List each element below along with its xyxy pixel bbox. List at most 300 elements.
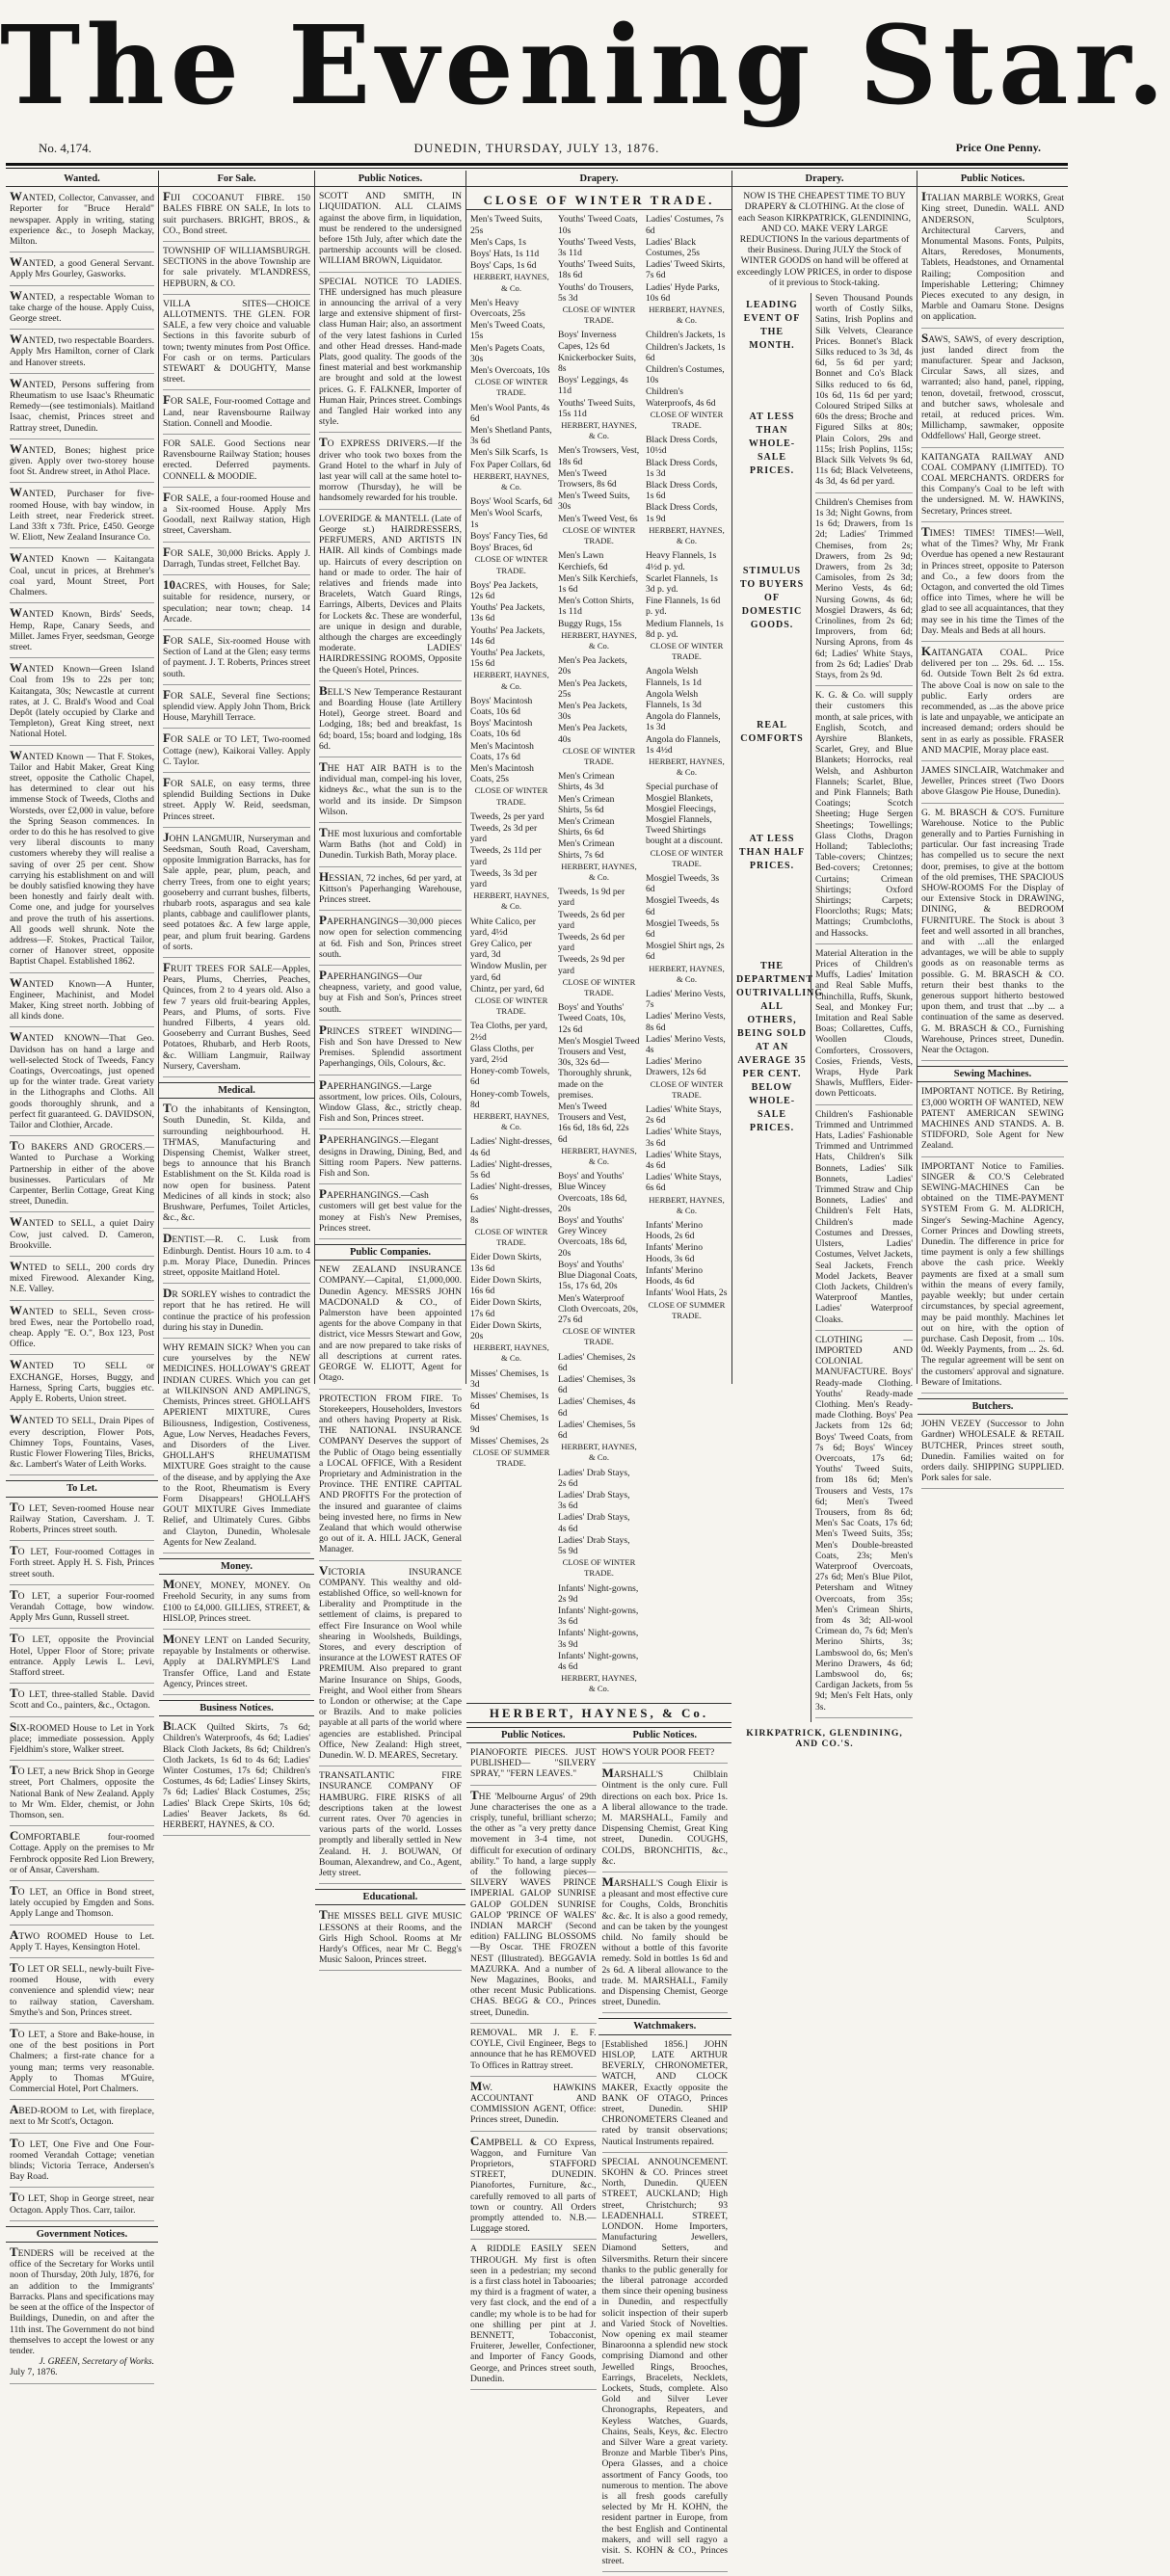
ad-initial: W — [10, 1214, 22, 1230]
ad-separator — [163, 434, 310, 435]
price-line: Ladies' Merino Vests, 8s 6d — [646, 1011, 726, 1033]
section-heading: Sewing Machines. — [917, 1066, 1068, 1082]
ad-initial: C — [470, 2133, 480, 2148]
ad-text: RUIT TREES FOR SALE—Apples, Pears, Plums, Cherries, Peaches, Quinces, from 2 to 4 years old. Also a few 7 years old fruit-bearing Apples, Pears, and Plums, of sorts. Five hundred Filberts, 4 years old. Gooseberry and Currant Bushes, Seed Potatoes, Rhubarb, and Herb Roots, &c. William Langmuir, Railway Nursery, Caversham. — [163, 963, 310, 1072]
ad-text: APERHANGINGS.—Large assortment, low prices. Oils, Colours, Window Glass, &c., strictly cheap. Fish and Son, Princes street. — [319, 1080, 462, 1125]
price-line: HERBERT, HAYNES, & Co. — [649, 756, 725, 778]
advertisement — [10, 1586, 154, 1624]
ad-text: HE HAT AIR BATH is to the individual man, compel-ing his lover, kidneys &c., what the sun is to the world and its inside. Dr Simpson Wilson. — [319, 762, 462, 817]
advertisement — [10, 607, 154, 652]
drapery-intro: NOW IS THE CHEAPEST TIME TO BUY DRAPERY & CLOTHING. At the close of each Season KIRKPATRICK, GLENDINING, AND CO. MAKE VERY LARGE REDUCTIONS In the various departments of their Business. During JULY the Stock of WINTER GOODS on hand will be offered at exceedingly LOW PRICES, in order to dispose of it previous to Stock-taking. — [736, 191, 913, 288]
ad-separator — [815, 685, 913, 686]
ad-separator — [163, 1694, 310, 1695]
price-line: CLOSE OF WINTER TRADE. — [474, 377, 548, 398]
advertisement — [319, 1188, 462, 1234]
ad-separator — [10, 373, 154, 374]
price-line: Boys' Macintosh Coats, 10s 6d — [470, 695, 533, 717]
ads-butchers — [921, 1419, 1064, 1489]
price-line: Eider Down Skirts, 16s 6d — [470, 1274, 542, 1297]
ad-text: O LET, an Office in Bond street, lately occupied by Emgden and Sons. Apply Lange and Thomson. — [10, 1887, 154, 1920]
price-line: Infants' Wool Hats, 2s — [646, 1288, 728, 1299]
advertisement — [10, 1545, 154, 1580]
ad-initial: W — [10, 440, 22, 456]
advertisement — [319, 191, 462, 266]
column-for-sale — [159, 171, 315, 1830]
section-heading: Butchers. — [917, 1398, 1068, 1415]
price-line: Special purchase of Mosgiel Blankets, Mosgiel Fleecings, Mosgiel Flannels, Tweed Shirtings bought at a discount. — [646, 782, 723, 847]
section-heading: Medical. — [159, 1082, 314, 1099]
ad-text: PIANOFORTE PIECES. JUST PUBLISHED— "SILVERY SPRAY," "FERN LEAVES." — [470, 1747, 597, 1780]
ad-initial: T — [10, 1499, 18, 1514]
ad-initial: W — [10, 660, 22, 676]
price-line: Boys' Braces, 6d — [470, 543, 533, 554]
ad-initial: B — [163, 1718, 172, 1734]
ad-initial: T — [10, 2244, 18, 2260]
price-line: Men's Macintosh Coats, 25s — [470, 762, 534, 785]
ad-text: O LET, a Store and Bake-house, in one of the best positions in Port Chalmers; a first-rate chance for a young man; terms very reasonable. Apply to Thomas M'Guire, Commercial Hotel, Port Chalmers. — [10, 2030, 154, 2095]
ad-initial: F — [163, 686, 171, 702]
side-label: AT LESS THAN WHOLE-SALE PRICES. — [748, 412, 796, 477]
ad-text: O BAKERS AND GROCERS.—Wanted to Purchase a Working Partnership in either of the above businesses. Particulars of Mr Carpenter, Berlin Cottage, Great King street, Dunedin. — [10, 1142, 154, 1208]
ad-initial: T — [10, 1686, 18, 1701]
ad-initial: D — [163, 1231, 173, 1246]
ad-text: O the inhabitants of Kensington, South Dunedin, St. Kilda, and surrounding neighbourhood. H. TH'MAS, Manufacturing and Dispensing Chemist, Walker street, begs to announce that his Branch Establishment on the St. Kilda road is now open for business. Patent Medicines of all kinds in stock; also Brushware, Perfumes, Toilet Articles, &c., &c. — [163, 1104, 310, 1224]
price-line: Boys' Pea Jackets, 12s 6d — [470, 579, 539, 601]
ad-initial: 10 — [163, 577, 175, 593]
ad-text: ANTED, two respectable Boarders. Apply Mrs Hamilton, corner of Clark and Hanover streets. — [10, 335, 154, 368]
ad-initial: M — [163, 1577, 175, 1592]
advertisement — [319, 868, 462, 906]
ad-separator — [921, 1488, 1064, 1489]
ad-text: NEW ZEALAND INSURANCE COMPANY.—Capital, £1,000,000. Dunedin Agency. MESSRS JOHN MACDONALD & CO., of Palmerston have been appointed agents for the above Company in that district, vice Messrs Stewart and Gow, and are now prepared to take risks of all descriptions at current rates. GEORGE W. ELIOTT, Agent for Otago. — [319, 1264, 462, 1384]
ad-initial: P — [319, 1022, 327, 1037]
price-line: Buggy Rugs, 15s — [558, 618, 622, 629]
price-line: Men's Crimean Shirts, 4s 3d — [558, 771, 615, 793]
advertisement — [602, 1767, 729, 1867]
ad-text: APERHANGINGS.—Cash customers will get best value for the money at Fish's New Premises, Princes street. — [319, 1190, 462, 1234]
advertisement — [163, 631, 310, 679]
price-line: Youths' Tweed Vests, 3s 11d — [558, 236, 637, 259]
ad-separator — [470, 2389, 597, 2390]
ad-text: W. HAWKINS ACCOUNTANT AND COMMISSION AGENT, Office: Princes street, Dunedin. — [470, 2082, 597, 2126]
advertisement — [10, 333, 154, 368]
ads-public — [319, 191, 462, 1239]
header-rule-thin — [6, 168, 1068, 169]
ad-initial: W — [10, 1302, 22, 1317]
column-heading: Drapery. — [466, 171, 731, 187]
ad-initial: T — [319, 435, 328, 450]
advertisement — [921, 1419, 1064, 1483]
price-line: Infants' Merino Hoods, 2s 6d — [646, 1220, 704, 1242]
price-line: Eider Down Skirts, 20s — [470, 1319, 542, 1341]
price-line: HERBERT, HAYNES, & Co. — [649, 1194, 725, 1215]
advertisement — [319, 1909, 462, 1965]
advertisement — [10, 1302, 154, 1350]
close-of-winter-banner: CLOSE OF WINTER TRADE. — [466, 191, 731, 210]
ad-text: IJI COCOANUT FIBRE. 150 BALES FIBRE ON SALE, In lots to suit purchasers. BRIGHT, BROS., & CO., Bond street. — [163, 193, 310, 236]
price-line: Men's Wool Pants, 4s 6d — [470, 402, 550, 424]
ads-public-b — [602, 1747, 729, 2013]
side-label: LEADING EVENT OF THE MONTH. — [743, 300, 801, 352]
price-line: Children's Jackets, 1s — [646, 330, 726, 341]
price-line: HERBERT, HAYNES, & Co. — [473, 1111, 549, 1132]
price-line: Ladies' White Stays, 3s 6d — [646, 1127, 722, 1149]
price-line: Ladies' Hyde Parks, 10s 6d — [646, 281, 720, 304]
ad-separator — [10, 1474, 154, 1475]
ad-text: ANTED Known—A Hunter, Engineer, Machinist, and Model Maker, King street north. Jobbing of all kinds done. — [10, 978, 154, 1022]
ad-separator — [602, 1763, 729, 1764]
ad-separator — [10, 1716, 154, 1717]
ad-text: AMPBELL & CO Express, Waggon, and Furniture Van Proprietors, STAFFORD STREET, DUNEDIN. Pianofortes, Furniture, &c., carefully removed to all parts of town or country. All Orders promptly attended to. N.B.—Luggage stored. — [470, 2137, 597, 2235]
price-line: CLOSE OF WINTER TRADE. — [474, 785, 548, 807]
ad-initial: W — [10, 747, 22, 762]
price-line: Ladies' Chemises, 4s 6d — [558, 1396, 636, 1419]
advertisement — [319, 1076, 462, 1125]
ad-initial: I — [921, 189, 927, 204]
ad-separator — [10, 2187, 154, 2188]
ad-separator — [163, 629, 310, 630]
ad-initial: F — [163, 631, 171, 647]
price-line: Men's Mosgiel Tweed Trousers and Vest, 30s, 32s 6d—Thoroughly shrunk, made on the premises. — [558, 1035, 640, 1101]
price-line: Ladies' Drab Stays, 5s 9d — [558, 1534, 630, 1556]
advertisement — [470, 2244, 597, 2384]
advertisement — [10, 1687, 154, 1711]
advertisement — [921, 1086, 1064, 1151]
advertisement — [163, 1102, 310, 1223]
price-line: Men's Pagets Coats, 30s — [470, 342, 545, 364]
price-line: HERBERT, HAYNES, & Co. — [473, 1342, 549, 1364]
price-line: Youths' Pea Jackets, 14s 6d — [470, 624, 545, 647]
ad-initial: T — [10, 1763, 18, 1778]
price-line: Eider Down Skirts, 13s 6d — [470, 1252, 542, 1274]
ad-text: IMPORTANT Notice to Families. SINGER & CO.'S Celebrated SEWING-MACHINES Can be obtained on the TIME-PAYMENT SYSTEM From G. M. ALDRICH, Singer's Sewing-Machine Agency, Corner Princes and Dowling streets, Dunedin. The difference in price for time payment is only a few shillings above the cash price. Weekly payments are fixed at a small sum within the means of every family, payable weekly; but under certain circumstances, by special agreement, may be paid monthly. Machines let out on hire, with the option of purchase. Cash Deposit, from ... 10s. 0d. Weekly Payments, from ... 2s. 6d. The regular agreement will be sent on the customers' approval and signature. Beware of Imitations. — [921, 1160, 1064, 1388]
price-line: Heavy Flannels, 1s 4½d p. yd. — [646, 550, 717, 572]
issue-number: No. 4,174. — [39, 141, 92, 155]
price-line: Ladies' Merino Vests, 4s — [646, 1033, 726, 1056]
advertisement — [319, 758, 462, 817]
ad-initial: F — [163, 189, 171, 204]
ad-text: ANTED TO SELL, Drain Pipes of every description, Flower Pots, Chimney Tops, Fountains, Vases, Rustic Flower Flowering Tiles, Bricks, &c. Lambert's Water of Leith Works. — [10, 1416, 154, 1471]
ad-text: ANTED Known, Birds' Seeds, Hemp, Rape, Canary Seeds, and Millet. James Fryer, seedsman, George street. — [10, 609, 154, 652]
ad-text: SPECIAL NOTICE TO LADIES. THE undersigned has much pleasure in announcing the arrival of a very large and extensive shipment of first-class Human Hair; also, an assortment of the very latest fashions in Curled and other Head dresses. Hand-made Plats, good quality. The goods of the finest material and best workmanship are brought and sold at the lowest prices. G. F. FALKNER, Importer of Human Hair, Princes street. Combings and Tangled Hair worked into any style. — [319, 276, 462, 428]
ad-text: IMPORTANT NOTICE. By Retiring, £3,000 WORTH OF WANTED, NEW PATENT AMERICAN SEWING MACHINES AND STANDS. A. B. STIDFORD, Sole Agent for New Zealand. — [921, 1086, 1064, 1152]
price-line: Angola Welsh Flannels, 1s 1d — [646, 666, 702, 688]
advertisement — [319, 1264, 462, 1383]
ads-sewing — [921, 1086, 1064, 1393]
side-label: REAL COMFORTS — [740, 720, 804, 745]
price-line: Ladies' Drab Stays, 4s 6d — [558, 1512, 630, 1534]
ad-initial: T — [10, 1883, 18, 1898]
ad-initial: W — [10, 375, 22, 390]
ad-initial: A — [10, 2102, 19, 2117]
ad-text: OR SALE, 30,000 Bricks. Apply J. Darragh, Tundas street, Fellchet Bay. — [163, 547, 310, 570]
price-line: Tweeds, 2s 6d per yard — [558, 932, 625, 954]
ad-separator — [319, 1238, 462, 1239]
price-line: HERBERT, HAYNES, & Co. — [561, 1673, 637, 1694]
ad-separator — [10, 602, 154, 603]
drapery-paragraph: CLOTHING — IMPORTED AND COLONIAL MANUFACTURE. Boys' Ready-made Clothing. Youths' Ready-made Clothing. Men's Ready-made Clothing. Boys' Pea Jackets from 12s 6d; Boys' Tweed Coats, from 7s 6d; Boys' Wincey Overcoats, 17s 6d; Youths' Tweed Suits, from 18s 6d; Men's Trousers and Vests, 17s 6d; Men's Tweed Trousers, from 8s 6d; Men's Sac Coats, 17s 6d; Men's Tweed Suits, 35s; Men's Double-breasted Coats, 23s; Men's Waterproof Overcoats, 27s 6d; Men's Blue Pilot, Petersham and Witney Overcoats, from 35s; Men's Crimean Shirts, from 4s 3d; All-wool Crimean do, 7s 6d; Men's Merino Shirts, 3s; Lambswool do, 6s; Men's Merino Drawers, 4s 6d; Lambswool do, 6s; Cardigan Jackets, from 5s 9d; Men's Felt Hats, only 3s. — [815, 1334, 913, 1713]
ad-text: NTED to SELL, 200 cords dry mixed Firewood. Alexander King, N.E. Valley. — [10, 1262, 154, 1295]
ads-wanted — [10, 191, 154, 1475]
ad-separator — [10, 1354, 154, 1355]
price-line: Ladies' Costumes, 7s 6d — [646, 214, 724, 236]
ad-separator — [163, 1629, 310, 1630]
ad-initial: P — [319, 1186, 327, 1202]
price-line: Ladies' Drab Stays, 3s 6d — [558, 1489, 630, 1512]
price-line: HERBERT, HAYNES, & Co. — [561, 861, 637, 882]
section-heading: Educational. — [315, 1889, 465, 1905]
ad-initial: J — [163, 829, 170, 844]
price-line: Misses' Chemises, 1s 6d — [470, 1390, 549, 1413]
ad-separator — [10, 1628, 154, 1629]
advertisement — [163, 1288, 310, 1333]
price-line: Infants' Night-gowns, 4s 6d — [558, 1650, 639, 1672]
advertisement — [921, 808, 1064, 1056]
ad-separator — [10, 1540, 154, 1541]
ad-initial: V — [319, 1562, 329, 1578]
ad-initial: W — [10, 189, 22, 204]
price-line: Black Dress Cords, 1s 9d — [646, 502, 718, 524]
ad-separator — [163, 574, 310, 575]
ad-text: AITANGATA COAL. Price delivered per ton ... 29s. 6d. ... 15s. 6d. Outside Town Belt 2s 6d extra. The above Coal is now on sale to the public. Early orders are recommended, as ...as the above price is late and unpayable, we anticipate an increased demand; orders should be sent in as early as possible. FRASER AND MACPIE, Moray place east. — [921, 647, 1064, 756]
advertisement — [10, 2191, 154, 2215]
price-line: CLOSE OF SUMMER TRADE. — [648, 1299, 726, 1320]
section-heading: Public Notices. — [598, 1727, 732, 1743]
ad-initial: P — [319, 968, 327, 982]
price-line: Boys' Caps, 1s 6d — [470, 260, 537, 272]
price-line: Tweeds, 2s 3d per yard — [470, 822, 538, 845]
ad-text: [Established 1856.] JOHN HISLOP, LATE ARTHUR BEVERLY, CHRONOMETER, WATCH, AND CLOCK MAKER, Exactly opposite the BANK OF OTAGO, Princes street, Dunedin. SHIP CHRONOMETERS Cleaned and rated by transit observations; Nautical Instruments repaired. — [601, 2038, 728, 2147]
price-line: Boys' Inverness Capes, 12s 6d — [558, 330, 617, 352]
price-line: Infants' Night-gowns, 3s 6d — [558, 1605, 639, 1628]
ad-text: TRANSATLANTIC FIRE INSURANCE COMPANY OF HAMBURG. FIRE RISKS of all descriptions taken at the lowest current rates. Over 70 agencies in various parts of the world. Losses promptly and liberally settled in New Zealand. H. J. BOUWAN, Of Bouman, Alexandrew, and Co., Agent, Jetty street. — [319, 1770, 462, 1879]
advertisement — [921, 452, 1064, 517]
advertisement — [10, 256, 154, 279]
drapery-foot: KIRKPATRICK, GLENDINING, AND CO.'S. — [746, 1727, 903, 1750]
ad-separator — [319, 1560, 462, 1561]
price-line: Men's Tweed Suits, 25s — [470, 214, 543, 236]
advertisement — [921, 765, 1064, 798]
price-line: Boys' and Youths' Blue Wincey Overcoats, 18s 6d, 20s — [558, 1171, 627, 1214]
ad-initial: K — [921, 643, 932, 658]
ad-text: ANTED TO SELL or EXCHANGE, Horses, Buggy, and Harness, Spring Carts, buggies etc. Apply E. Roberts, Union street. — [10, 1361, 154, 1405]
advertisement — [602, 1747, 729, 1758]
ads-to-let — [10, 1501, 154, 2221]
ads-money — [163, 1579, 310, 1695]
ad-initial: P — [319, 1131, 327, 1147]
price-line: HERBERT, HAYNES, & Co. — [473, 470, 549, 492]
ad-separator — [163, 1553, 310, 1554]
price-line: CLOSE OF WINTER TRADE. — [562, 976, 636, 998]
masthead-title: The Evening Star. — [0, 3, 1170, 129]
price-line: Tweeds, 1s 9d per yard — [558, 887, 625, 909]
price-line: CLOSE OF WINTER TRADE. — [562, 305, 636, 326]
ad-separator — [163, 241, 310, 242]
advertisement — [921, 523, 1064, 636]
ad-initial: T — [10, 1960, 18, 1976]
ad-separator — [319, 1883, 462, 1884]
ad-separator — [10, 657, 154, 658]
ad-initial: F — [163, 730, 171, 746]
ad-initial: F — [163, 774, 171, 789]
ad-initial: D — [163, 1286, 173, 1301]
side-label: THE DEPARTMENT OUTRIVALLING ALL OTHERS, BEING SOLD AT AN AVERAGE 35 PER CENT. BELOW WHOLE-SALE PRICES. — [736, 961, 824, 1134]
side-label: AT LESS THAN HALF PRICES. — [738, 834, 806, 872]
price-line: CLOSE OF WINTER TRADE. — [474, 1227, 548, 1248]
ad-text: VILLA SITES—CHOICE ALLOTMENTS. THE GLEN. FOR SALE, a few very choice and valuable Sections in this favorite suburb of town; twenty minutes from Post Office. For cash or on terms. Particulars STEWART & DOUGHTY, Manse street. — [163, 298, 310, 385]
ad-text: ANTED, Bones; highest price given. Apply over two-storey house foot St. Andrew street, in Athol Place. — [10, 444, 154, 478]
ad-text: HE most luxurious and comfortable Warm Baths (hot and Cold) in Dunedin. Turkish Bath, Moray place. — [319, 828, 462, 862]
ad-separator — [319, 1020, 462, 1021]
price-line: Eider Down Skirts, 17s 6d — [470, 1297, 542, 1319]
ad-separator — [602, 2012, 729, 2013]
ad-initial: W — [10, 1259, 22, 1274]
ads-for-sale — [163, 191, 310, 1077]
ad-text: OR SALE, a four-roomed House and a Six-roomed House. Apply Mrs Goodall, next Railway station, High street, Caversham. — [163, 492, 310, 537]
advertisement — [163, 686, 310, 724]
advertisement — [163, 491, 310, 537]
price-line: CLOSE OF WINTER TRADE. — [650, 1078, 724, 1100]
advertisement — [10, 1926, 154, 1952]
ads-watchmakers — [602, 2039, 729, 2573]
advertisement — [921, 643, 1064, 756]
advertisement — [10, 1962, 154, 2018]
ad-text: OR SALE, Four-roomed Cottage and Land, near Ravensbourne Railway Station. Connell and Moodie. — [163, 396, 310, 429]
price-line: Children's Waterproofs, 4s 6d — [646, 386, 716, 409]
advertisement — [319, 277, 462, 428]
ad-text: O LET, three-stalled Stable. David Scott and Co., painters, &c., Octagon. — [10, 1689, 154, 1712]
price-line: HERBERT, HAYNES, & Co. — [649, 963, 725, 984]
section-heading: Government Notices. — [6, 2226, 158, 2243]
ad-text: APERHANGINGS—30,000 pieces now open for selection commencing at 6d. Fish and Son, Princes street south. — [319, 916, 462, 960]
ad-text: WHY REMAIN SICK? When you can cure yourselves by the NEW MEDICINES. HOLLOWAY'S GREAT INDIAN CURES. Which you can get at WILKINSON AND AMPLING'S, Chemists, Princes street. GHOLLAH'S APERIENT MIXTURE, Cures Biliousness, Indigestion, Costiveness, Ague, Low Nerves, Headaches Fevers, and Disorders of the Liver. GHOLLAH'S RHEUMATISM MIXTURE Goes straight to the cause of the disease, and by applying the Axe to the Root, Rheumatism is Every Form Disappears! GHOLLAH'S GOUT MIXTURE Gives Immediate Relief, and Ultimately Cures. Gibbs and Clayton, Dunedin, Wholesale Agents for New Zealand. — [163, 1342, 310, 1548]
price-line: Honey-comb Towels, 6d — [470, 1066, 550, 1088]
section-heading: Business Notices. — [159, 1700, 314, 1716]
price-line: Boys' Leggings, 4s 11d — [558, 375, 628, 397]
advertisement — [10, 1031, 154, 1130]
advertisement — [10, 191, 154, 247]
price-line: Mosgiel Tweeds, 5s 6d — [646, 917, 720, 940]
drapery-side-labels — [736, 293, 824, 1722]
advertisement — [10, 1501, 154, 1536]
section-heading: Watchmakers. — [598, 2018, 732, 2034]
ad-separator — [470, 1785, 597, 1786]
price-line: CLOSE OF WINTER TRADE. — [650, 409, 724, 431]
advertisement — [163, 438, 310, 482]
advertisement — [319, 1562, 462, 1762]
price-line: Fox Paper Collars, 6d — [470, 459, 551, 470]
ad-separator — [10, 438, 154, 439]
advertisement — [10, 2104, 154, 2127]
advertisement — [319, 824, 462, 862]
ad-initial: T — [10, 1543, 18, 1558]
price-line: Men's Waterproof Cloth Overcoats, 20s, 27s 6d — [558, 1292, 639, 1325]
ad-initial: T — [10, 1138, 18, 1154]
ad-separator — [319, 1075, 462, 1076]
ad-initial: T — [319, 824, 328, 839]
ad-initial: T — [10, 1586, 18, 1602]
price-line: CLOSE OF SUMMER TRADE. — [472, 1447, 550, 1469]
price-line: Black Dress Cords, 10½d — [646, 435, 718, 457]
ads-public-right — [921, 191, 1064, 1061]
price-line: Youths' do Trousers, 5s 3d — [558, 281, 634, 304]
ad-separator — [319, 272, 462, 273]
price-line: Misses' Chemises, 2s — [470, 1435, 549, 1447]
ad-initial: T — [163, 1101, 172, 1116]
price-line: Ladies' White Stays, 2s 6d — [646, 1104, 722, 1127]
advertisement — [163, 829, 310, 952]
ad-separator — [921, 1156, 1064, 1157]
ad-separator — [319, 432, 462, 433]
advertisement — [10, 1359, 154, 1404]
ad-initial: T — [10, 1631, 18, 1646]
ad-text: ENTIST.—R. C. Lusk from Edinburgh. Dentist. Hours 10 a.m. to 4 p.m. Moray Place, Dunedin. Princes street, opposite Maitland Hotel. — [163, 1235, 310, 1279]
advertisement — [10, 1140, 154, 1207]
ad-separator — [10, 2220, 154, 2221]
advertisement — [10, 1633, 154, 1678]
ad-text: APERHANGINGS.—Elegant designs in Drawing, Dining, Bed, and Sitting room Papers. New patterns. Fish and Son. — [319, 1135, 462, 1180]
ad-separator — [10, 972, 154, 973]
column-wanted — [6, 171, 159, 2378]
ad-separator — [470, 2023, 597, 2024]
advertisement — [470, 2133, 597, 2235]
ad-initial: P — [319, 913, 327, 928]
ad-initial: W — [10, 1357, 22, 1372]
drapery-split — [736, 293, 913, 1722]
ad-text: AWS, SAWS, of every description, just landed direct from the manufacturer. Spear and Jackson, Circular Saws, all sizes, and warranted; also hand, panel, ripping, tenon, dovetail, fretwood, crosscut, and butcher saws, wholesale and retail, at reduced prices. Wm. Millichamp, sawmaker, opposite Oddfellows' Hall, George street. — [921, 333, 1064, 442]
ad-separator — [10, 1825, 154, 1826]
ad-initial: T — [470, 1787, 479, 1802]
ad-text: HE MISSES BELL GIVE MUSIC LESSONS at their Rooms, and the Girls High School. Rooms at Mr Hardy's Offices, near Mr C. Begg's Music Saloon, Princes street. — [319, 1911, 462, 1966]
ad-separator — [470, 2239, 597, 2240]
ad-initial: W — [10, 332, 22, 347]
ad-text: ANTED to SELL, a quiet Dairy Cow, just calved. D. Cameron, Brookville. — [10, 1218, 154, 1251]
advertisement — [163, 246, 310, 289]
ad-separator — [163, 389, 310, 390]
ad-text: LOVERIDGE & MANTELL (Late of George st.) HAIRDRESSERS, PERFUMERS, AND ARTISTS IN HAIR. All kinds of Combings made up. Haircuts of every description on hand or made to order. The hair of relatives and friends made into Bracelets, Watch Guard Rings, Earrings, Alberts, Devices and Plaits for Lockets &c. These are wonderful, are unique in design and durable, although the charges are exceedingly moderate. LADIES' HAIRDRESSING ROOMS, Opposite the Queen's Hotel, Princes. — [319, 513, 462, 676]
price-line: Men's Tweed Trousers and Vest, 16s 6d, 18s 6d, 22s 6d — [558, 1102, 629, 1145]
ad-separator — [319, 1389, 462, 1390]
ad-separator — [163, 827, 310, 828]
ad-initial: W — [10, 1029, 22, 1045]
ad-separator — [163, 728, 310, 729]
ad-initial: W — [10, 605, 22, 621]
ad-text: A RIDDLE EASILY SEEN THROUGH. My first is often seen in a pedestrian; my second is a first class hotel in Tabooaries; my third is a fragment of water, a very fast clock, and the end of a candle; my whole is to be had for one shilling per pint at J. BENNETT, Tobacconist, Fruiterer, Jeweller, Confectioner, and Importer of Fancy Goods, George, and Princes street south, Dunedin. — [470, 2244, 597, 2384]
price-line: Men's Pea Jackets, 20s — [558, 655, 627, 677]
price-line: Children's Costumes, 10s — [646, 364, 725, 386]
section-heading: To Let. — [6, 1480, 158, 1497]
ad-text: O LET, One Five and One Four-roomed Verandah Cottage; venetian blinds; Victoria Terrace, Andersen's Bay Road. — [10, 2138, 154, 2183]
price-line: HERBERT, HAYNES, & Co. — [649, 524, 725, 546]
advertisement — [10, 487, 154, 543]
advertisement — [602, 2157, 729, 2567]
advertisement — [10, 552, 154, 598]
ads-medical — [163, 1102, 310, 1554]
ad-initial: B — [319, 682, 328, 698]
ad-date: July 7, 1876. — [10, 2367, 58, 2378]
ad-initial: A — [10, 1926, 19, 1942]
ad-separator — [470, 2076, 597, 2077]
advertisement — [10, 974, 154, 1022]
ads-public-a — [470, 1747, 597, 2390]
advertisement — [470, 1747, 597, 1780]
ad-separator — [815, 492, 913, 493]
advertisement — [10, 1718, 154, 1756]
ad-signature: J. GREEN, Secretary of Works. — [39, 2356, 154, 2368]
price-line: CLOSE OF WINTER TRADE. — [474, 554, 548, 575]
price-line: Grey Calico, per yard, 3d — [470, 939, 532, 961]
price-line: Glass Cloths, per yard, 2½d — [470, 1043, 534, 1066]
